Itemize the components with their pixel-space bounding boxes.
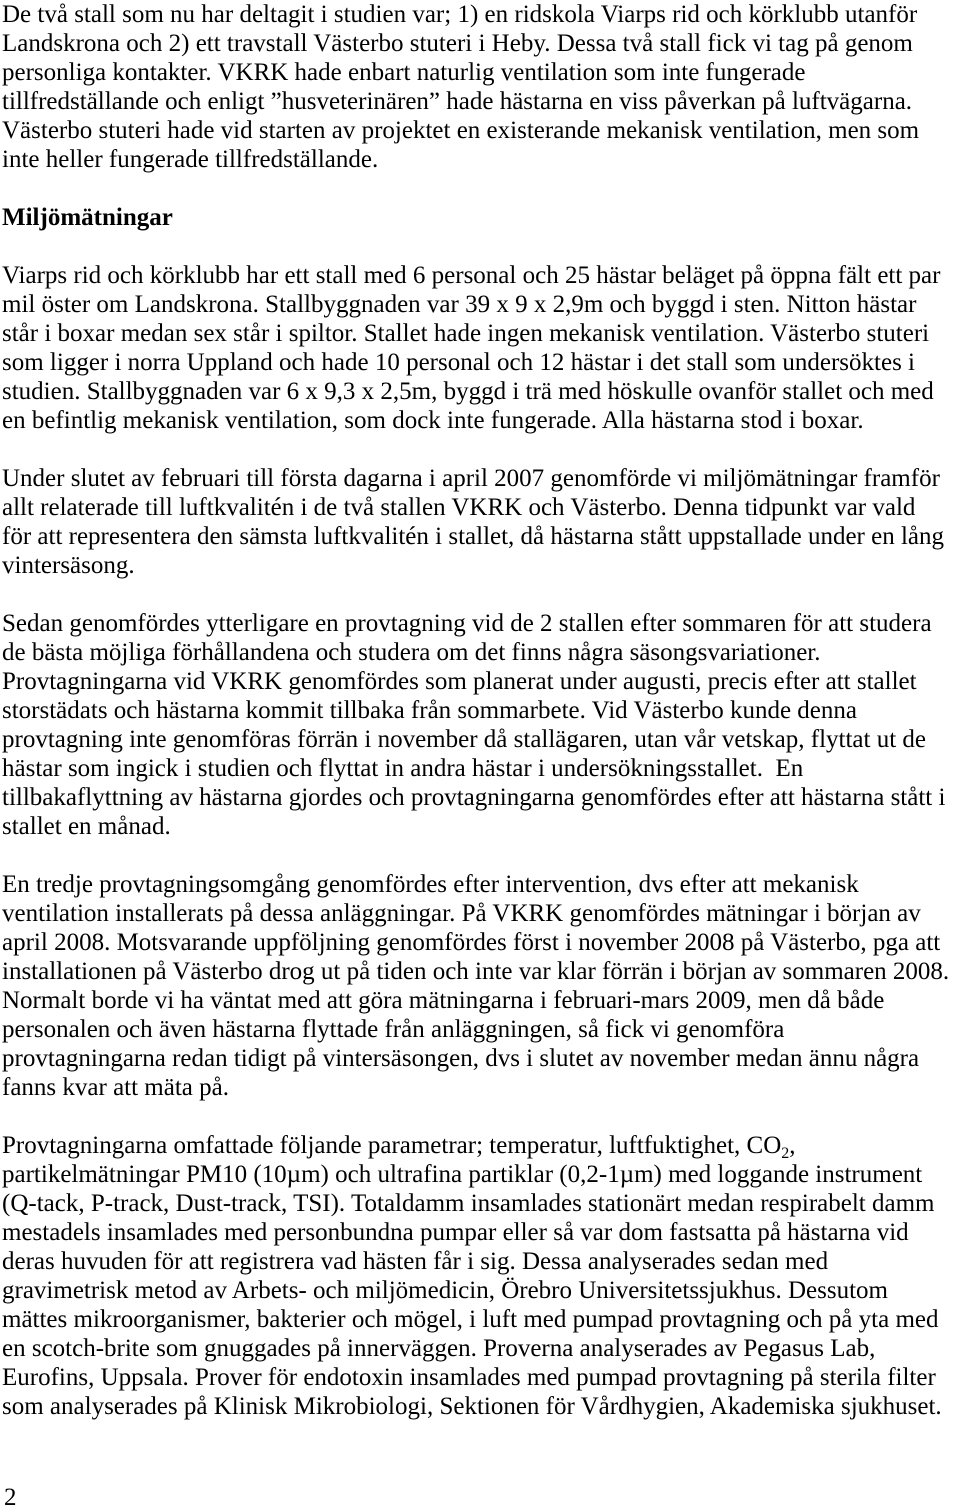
- text-line: Eurofins, Uppsala. Prover för endotoxin insamlades med pumpad provtagning på sterila filter: [2, 1364, 936, 1391]
- paragraph-first-measurements: [2, 464, 958, 580]
- text-line: personliga kontakter. VKRK hade enbart naturlig ventilation som inte fungerade: [2, 59, 806, 86]
- text-line: [2, 1131, 958, 1160]
- text-line: En tredje provtagningsomgång genomfördes efter intervention, dvs efter att mekanisk: [2, 871, 859, 898]
- paragraph-third-measurements: [2, 870, 958, 1102]
- text-line: gravimetrisk metod av Arbets- och miljömedicin, Örebro Universitetssjukhus. Dessutom: [2, 1277, 888, 1304]
- text-line: mestadels insamlades med personbundna pumpar eller så var dom fastsatta på hästarna vid: [2, 1219, 909, 1246]
- text-line: hästar som ingick i studien och flyttat in andra hästar i undersökningsstallet. En: [2, 755, 804, 782]
- text-line: studien. Stallbyggnaden var 6 x 9,3 x 2,5m, byggd i trä med höskulle ovanför stallet och med: [2, 378, 934, 405]
- text-line: De två stall som nu har deltagit i studien var; 1) en ridskola Viarps rid och körklubb utanför: [2, 1, 918, 28]
- text-line: Normalt borde vi ha väntat med att göra mätningarna i februari-mars 2009, men då både: [2, 987, 885, 1014]
- text-line: stallet en månad.: [2, 813, 171, 840]
- text-line: Landskrona och 2) ett travstall Västerbo stuteri i Heby. Dessa två stall fick vi tag på genom: [2, 30, 913, 57]
- text-line: partikelmätningar PM10 (10µm) och ultrafina partiklar (0,2-1µm) med loggande instrument: [2, 1161, 923, 1188]
- text-line: står i boxar medan sex står i spiltor. Stallet hade ingen mekanisk ventilation. Västerbo stuteri: [2, 320, 930, 347]
- text-run: Provtagningarna omfattade följande parametrar; temperatur, luftfuktighet, CO: [2, 1132, 782, 1159]
- text-line: Viarps rid och körklubb har ett stall med 6 personal och 25 hästar beläget på öppna fält ett par: [2, 262, 941, 289]
- text-line: Västerbo stuteri hade vid starten av projektet en existerande mekanisk ventilation, men som: [2, 117, 920, 144]
- text-line: fanns kvar att mäta på.: [2, 1074, 229, 1101]
- page-number: 2: [4, 1484, 17, 1511]
- text-line: provtagningarna redan tidigt på vintersäsongen, dvs i slutet av november medan ännu några: [2, 1045, 920, 1072]
- text-line: Provtagningarna vid VKRK genomfördes som planerat under augusti, precis efter att stallet: [2, 668, 917, 695]
- subscript: 2: [781, 1145, 790, 1162]
- document-page: [2, 0, 958, 1450]
- paragraph-parameters: [2, 1131, 958, 1421]
- text-line: deras huvuden för att registrera vad hästen får i sig. Dessa analyserades sedan med: [2, 1248, 829, 1275]
- text-line: ventilation installerats på dessa anläggningar. På VKRK genomfördes mätningar i början av: [2, 900, 921, 927]
- paragraph-stable-description: [2, 261, 958, 435]
- text-line: april 2008. Motsvarande uppföljning genomfördes först i november 2008 på Västerbo, pga att: [2, 929, 941, 956]
- text-line: provtagning inte genomföras förrän i november då stallägaren, utan vår vetskap, flyttat ut de: [2, 726, 926, 753]
- text-line: som ligger i norra Uppland och hade 10 personal och 12 hästar i det stall som undersöktes i: [2, 349, 915, 376]
- text-line: Sedan genomfördes ytterligare en provtagning vid de 2 stallen efter sommaren för att studera: [2, 610, 932, 637]
- text-line: storstädats och hästarna kommit tillbaka från sommarbete. Vid Västerbo kunde denna: [2, 697, 857, 724]
- text-line: som analyserades på Klinisk Mikrobiologi, Sektionen för Vårdhygien, Akademiska sjukhuset.: [2, 1393, 942, 1420]
- text-line: installationen på Västerbo drog ut på tiden och inte var klar förrän i början av sommaren 2008.: [2, 958, 950, 985]
- text-line: för att representera den sämsta luftkvalitén i stallet, då hästarna stått uppstallade under en lång: [2, 523, 945, 550]
- text-line: inte heller fungerade tillfredställande.: [2, 146, 379, 173]
- text-line: mil öster om Landskrona. Stallbyggnaden var 39 x 9 x 2,9m och byggd i sten. Nitton hästar: [2, 291, 917, 318]
- text-line: vintersäsong.: [2, 552, 135, 579]
- text-line: tillfredställande och enligt ”husveterinären” hade hästarna en viss påverkan på luftvägarna.: [2, 88, 913, 115]
- text-line: allt relaterade till luftkvalitén i de två stallen VKRK och Västerbo. Denna tidpunkt var vald: [2, 494, 916, 521]
- paragraph-second-measurements: [2, 609, 958, 841]
- text-line: (Q-tack, P-track, Dust-track, TSI). Totaldamm insamlades stationärt medan respirabelt damm: [2, 1190, 935, 1217]
- text-line: de bästa möjliga förhållandena och studera om det finns några säsongsvariationer.: [2, 639, 821, 666]
- text-line: personalen och även hästarna flyttade från anläggningen, så fick vi genomföra: [2, 1016, 785, 1043]
- text-line: Under slutet av februari till första dagarna i april 2007 genomförde vi miljömätningar framför: [2, 465, 940, 492]
- text-line: mättes mikroorganismer, bakterier och mögel, i luft med pumpad provtagning och på yta med: [2, 1306, 939, 1333]
- text-line: en scotch-brite som gnuggades på innerväggen. Proverna analyserades av Pegasus Lab,: [2, 1335, 876, 1362]
- text-run: ,: [789, 1132, 796, 1159]
- text-line: tillbakaflyttning av hästarna gjordes och provtagningarna genomfördes efter att hästarna stått i: [2, 784, 946, 811]
- section-heading: Miljömätningar: [2, 204, 173, 231]
- intro-paragraph: [2, 0, 958, 174]
- text-line: en befintlig mekanisk ventilation, som dock inte fungerade. Alla hästarna stod i boxar.: [2, 407, 864, 434]
